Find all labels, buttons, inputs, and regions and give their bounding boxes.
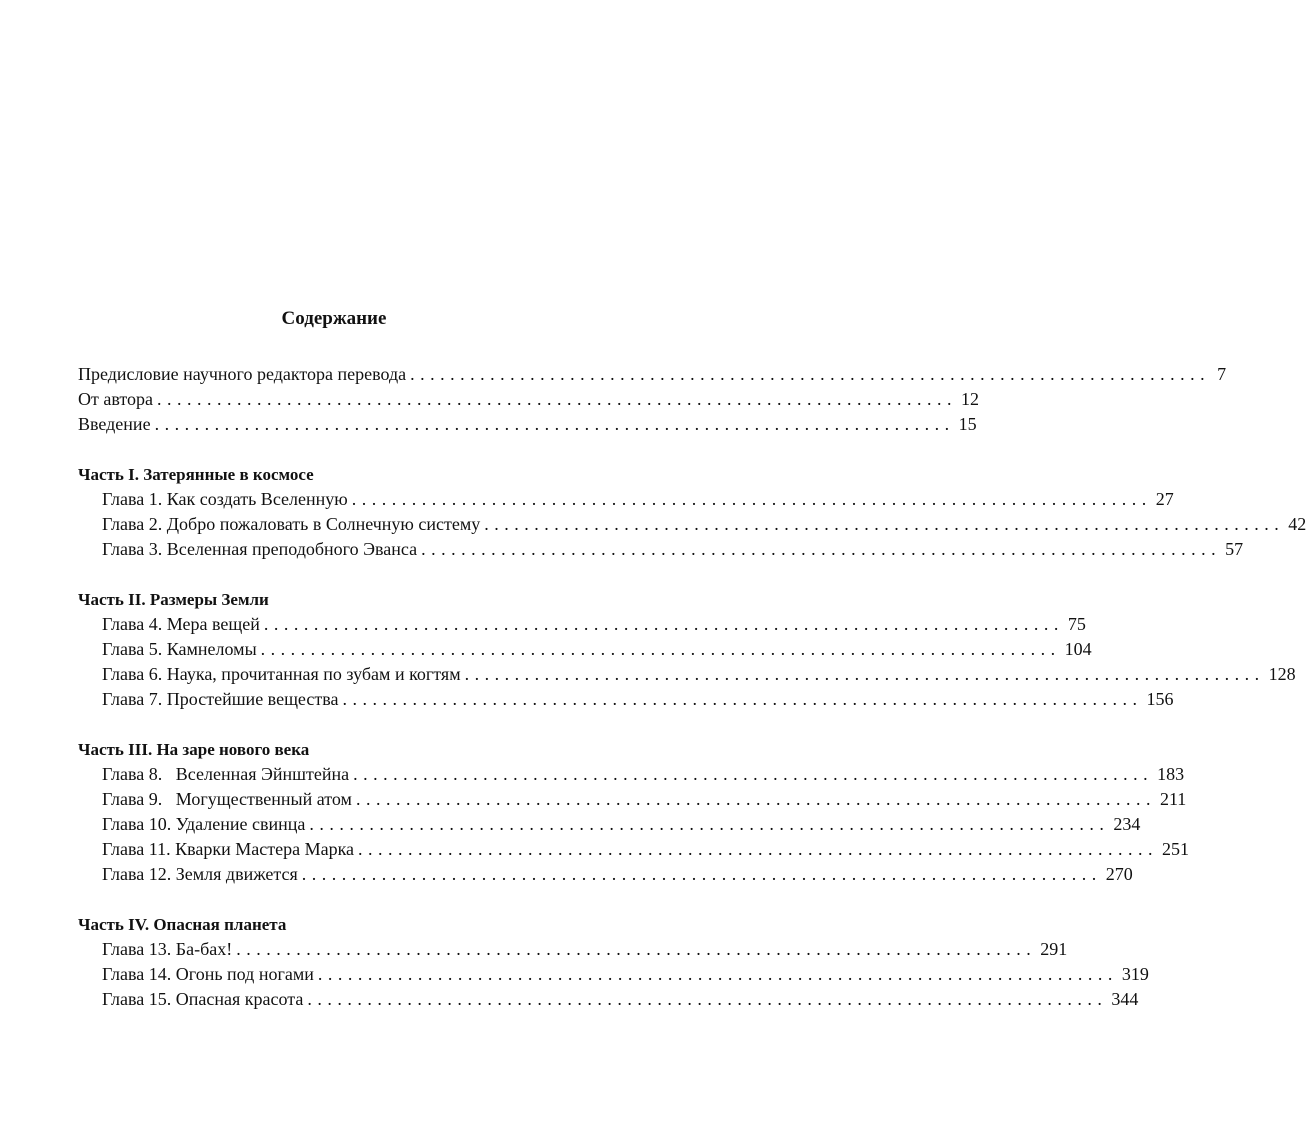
spacer [78, 887, 592, 912]
dot-leader: ................................................................................ [157, 389, 958, 409]
toc-entry-page: 104 [1064, 639, 1092, 659]
toc-entry-label: Глава 12. Земля движется [102, 864, 298, 884]
spacer [78, 562, 592, 587]
toc-entry-chapter-13[interactable] [78, 937, 1068, 962]
dot-leader: ................................................................................ [464, 664, 1265, 684]
toc-entry-label: Глава 3. Вселенная преподобного Эванса [102, 539, 418, 559]
toc-entry-label: Глава 5. Камнеломы [102, 639, 257, 659]
toc-entry-chapter-6[interactable] [78, 662, 1296, 687]
toc-entry-preface[interactable] [78, 362, 1227, 387]
toc-entry-page: 57 [1225, 539, 1244, 559]
toc-entry-page: 12 [961, 389, 980, 409]
toc-entry-introduction[interactable] [78, 412, 977, 437]
dot-leader: ................................................................................ [260, 639, 1061, 659]
spacer [78, 712, 592, 737]
toc-entry-chapter-15[interactable] [78, 987, 1139, 1012]
dot-leader: ................................................................................ [263, 614, 1064, 634]
toc-entry-label: Глава 1. Как создать Вселенную [102, 489, 348, 509]
toc-entry-page: 27 [1155, 489, 1174, 509]
toc-entry-chapter-8[interactable] [78, 762, 1185, 787]
toc-entry-chapter-4[interactable] [78, 612, 1086, 637]
toc-entry-label: Глава 14. Огонь под ногами [102, 964, 314, 984]
toc-entry-label: Глава 2. Добро пожаловать в Солнечную систему [102, 514, 481, 534]
toc-entry-page: 42 [1288, 514, 1306, 534]
toc-entry-label: Предисловие научного редактора перевода [78, 364, 407, 384]
dot-leader: ................................................................................ [351, 489, 1152, 509]
dot-leader: ................................................................................ [317, 964, 1118, 984]
toc-entry-label: Глава 7. Простейшие вещества [102, 689, 339, 709]
dot-leader: ................................................................................ [236, 939, 1037, 959]
toc-entry-chapter-9[interactable] [78, 787, 1187, 812]
toc-entry-chapter-3[interactable] [78, 537, 1244, 562]
toc-entry-chapter-1[interactable] [78, 487, 1174, 512]
toc-entry-label: Глава 10. Удаление свинца [102, 814, 306, 834]
toc-entry-chapter-5[interactable] [78, 637, 1092, 662]
part-heading-2[interactable]: Часть II. Размеры Земли [78, 590, 269, 609]
part-heading-1[interactable]: Часть I. Затерянные в космосе [78, 465, 314, 484]
toc-entry-label: Глава 15. Опасная красота [102, 989, 304, 1009]
toc-entry-label: Введение [78, 414, 151, 434]
dot-leader: ................................................................................ [358, 839, 1159, 859]
toc-entry-label: Глава 6. Наука, прочитанная по зубам и когтям [102, 664, 461, 684]
toc-entry-chapter-2[interactable] [78, 512, 1306, 537]
toc-entry-page: 319 [1121, 964, 1149, 984]
part-heading-4[interactable]: Часть IV. Опасная планета [78, 915, 287, 934]
dot-leader: ................................................................................ [410, 364, 1211, 384]
toc-entry-label: Глава 4. Мера вещей [102, 614, 260, 634]
dot-leader: ................................................................................ [421, 539, 1222, 559]
toc-entry-page: 128 [1268, 664, 1296, 684]
dot-leader: ................................................................................ [301, 864, 1102, 884]
toc-entry-from-author[interactable] [78, 387, 980, 412]
toc-entry-page: 75 [1067, 614, 1086, 634]
toc-entry-label: Глава 9. Могущественный атом [102, 789, 352, 809]
toc-entry-page: 15 [958, 414, 977, 434]
dot-leader: ................................................................................ [484, 514, 1285, 534]
toc-entry-page: 211 [1159, 789, 1187, 809]
toc-title: Содержание [281, 308, 387, 329]
dot-leader: ................................................................................ [342, 689, 1143, 709]
dot-leader: ................................................................................ [154, 414, 955, 434]
table-of-contents [78, 362, 1306, 1012]
toc-entry-page: 291 [1040, 939, 1068, 959]
toc-entry-page: 156 [1146, 689, 1174, 709]
toc-entry-label: Глава 13. Ба-бах! [102, 939, 233, 959]
dot-leader: ................................................................................ [309, 814, 1110, 834]
toc-entry-page: 270 [1105, 864, 1133, 884]
spacer [78, 437, 592, 462]
toc-entry-chapter-11[interactable] [78, 837, 1190, 862]
dot-leader: ................................................................................ [307, 989, 1108, 1009]
toc-entry-chapter-12[interactable] [78, 862, 1133, 887]
dot-leader: ................................................................................ [353, 764, 1154, 784]
toc-entry-page: 251 [1162, 839, 1190, 859]
toc-entry-page: 183 [1157, 764, 1185, 784]
toc-entry-label: Глава 8. Вселенная Эйнштейна [102, 764, 350, 784]
toc-entry-label: От автора [78, 389, 154, 409]
toc-entry-page: 344 [1111, 989, 1139, 1009]
toc-entry-page: 7 [1217, 364, 1227, 384]
toc-entry-chapter-7[interactable] [78, 687, 1174, 712]
toc-entry-page: 234 [1113, 814, 1141, 834]
part-heading-3[interactable]: Часть III. На заре нового века [78, 740, 310, 759]
toc-entry-chapter-14[interactable] [78, 962, 1149, 987]
toc-entry-chapter-10[interactable] [78, 812, 1141, 837]
dot-leader: ................................................................................ [355, 789, 1156, 809]
toc-entry-label: Глава 11. Кварки Мастера Марка [102, 839, 355, 859]
